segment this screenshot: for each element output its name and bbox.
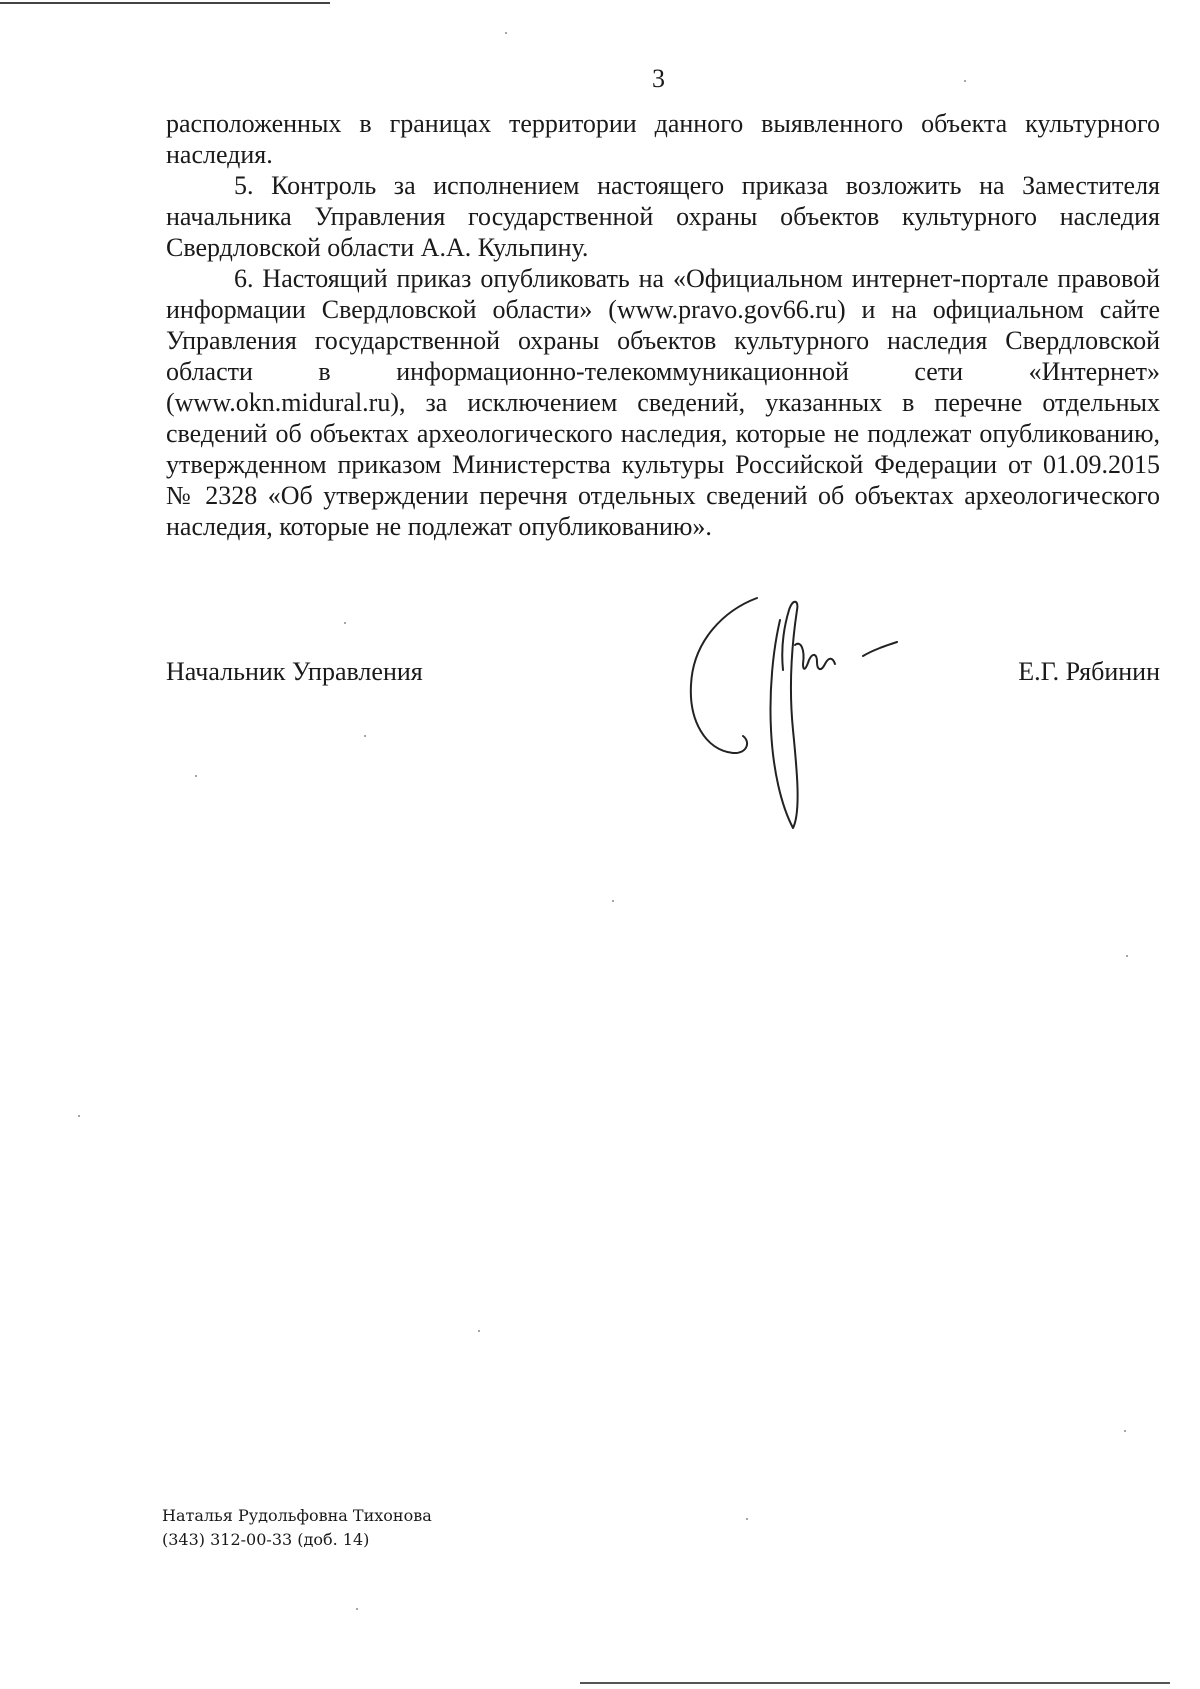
- scan-speck: [964, 80, 966, 82]
- signatory-name: Е.Г. Рябинин: [1018, 657, 1160, 686]
- scan-speck: [505, 32, 507, 34]
- document-body: [166, 108, 1160, 542]
- scan-speck: [1126, 955, 1128, 957]
- scan-edge-line: [0, 2, 330, 4]
- scan-speck: [612, 900, 614, 902]
- scan-edge-line: [580, 1682, 1170, 1684]
- scan-speck: [364, 735, 366, 737]
- executor-name: Наталья Рудольфовна Тихонова: [162, 1506, 432, 1525]
- scan-speck: [1124, 1430, 1126, 1432]
- scan-speck: [195, 775, 197, 777]
- paragraph-item-6: 6. Настоящий приказ опубликовать на «Официальном интернет-портале правовой информации Свердловской области» (www.pravo.gov66.ru) и на официальном сайте Управления государственной охраны объектов культурного наследия Свердловской области в информационно-телекоммуникационной сети «Интернет» (www.okn.midural.ru), за исключением сведений, указанных в перечне отдельных сведений об объектах археологического наследия, которые не подлежат опубликованию, утвержденном приказом Министерства культуры Российской Федерации от 01.09.2015 № 2328 «Об утверждении перечня отдельных сведений об объектах археологического наследия, которые не подлежат опубликованию».: [166, 264, 1160, 541]
- scan-speck: [356, 1608, 358, 1610]
- handwritten-signature: [685, 590, 915, 840]
- scan-speck: [746, 1518, 748, 1520]
- signatory-title: Начальник Управления: [166, 657, 423, 686]
- scan-speck: [78, 1115, 80, 1117]
- scan-speck: [344, 622, 346, 624]
- executor-phone: (343) 312-00-33 (доб. 14): [162, 1530, 370, 1549]
- scan-speck: [478, 1330, 480, 1332]
- page-number: 3: [652, 64, 665, 93]
- paragraph-item-5: 5. Контроль за исполнением настоящего приказа возложить на Заместителя начальника Управления государственной охраны объектов культурного наследия Свердловской области А.А. Кульпину.: [166, 171, 1160, 262]
- executor-info: [162, 1504, 432, 1552]
- paragraph-continuation: расположенных в границах территории данного выявленного объекта культурного наследия.: [166, 109, 1160, 169]
